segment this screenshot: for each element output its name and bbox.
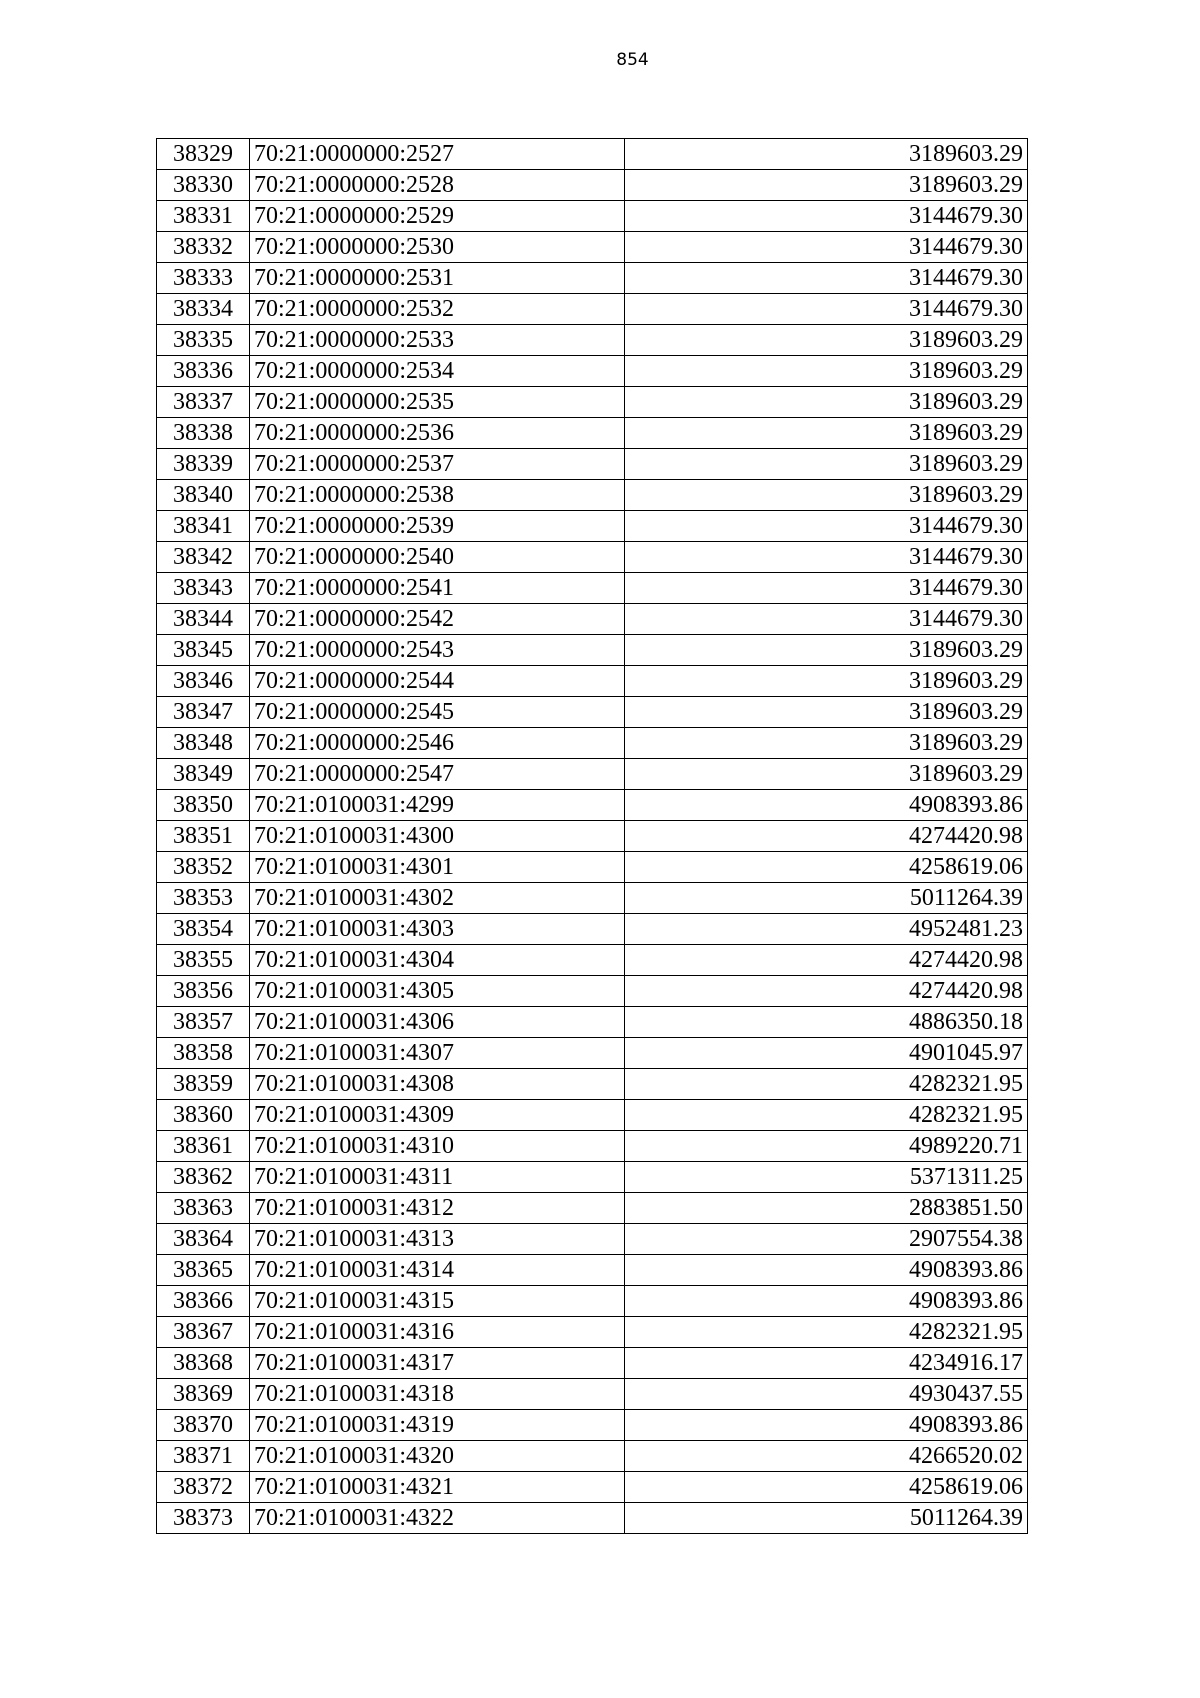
cadastral-number-cell: 70:21:0100031:4320 (250, 1441, 625, 1472)
row-number-cell: 38371 (157, 1441, 250, 1472)
cadastral-value-cell: 4282321.95 (625, 1100, 1028, 1131)
table-row (157, 728, 1028, 759)
row-number-cell: 38334 (157, 294, 250, 325)
cadastral-value-cell: 5011264.39 (625, 883, 1028, 914)
cadastral-value-cell: 4901045.97 (625, 1038, 1028, 1069)
row-number-cell: 38339 (157, 449, 250, 480)
cadastral-number-cell: 70:21:0000000:2547 (250, 759, 625, 790)
cadastral-value-cell: 3189603.29 (625, 139, 1028, 170)
cadastral-number-cell: 70:21:0000000:2540 (250, 542, 625, 573)
table-row (157, 232, 1028, 263)
table-row (157, 1224, 1028, 1255)
row-number-cell: 38337 (157, 387, 250, 418)
row-number-cell: 38338 (157, 418, 250, 449)
table-row (157, 1193, 1028, 1224)
cadastral-value-cell: 4258619.06 (625, 852, 1028, 883)
cadastral-value-cell: 3189603.29 (625, 170, 1028, 201)
cadastral-number-cell: 70:21:0100031:4311 (250, 1162, 625, 1193)
cadastral-value-cell: 3189603.29 (625, 480, 1028, 511)
cadastral-value-cell: 4274420.98 (625, 976, 1028, 1007)
cadastral-value-cell: 2907554.38 (625, 1224, 1028, 1255)
cadastral-value-cell: 3189603.29 (625, 325, 1028, 356)
cadastral-number-cell: 70:21:0000000:2536 (250, 418, 625, 449)
cadastral-number-cell: 70:21:0000000:2531 (250, 263, 625, 294)
cadastral-value-cell: 4274420.98 (625, 821, 1028, 852)
cadastral-number-cell: 70:21:0100031:4305 (250, 976, 625, 1007)
cadastral-value-cell: 4908393.86 (625, 1255, 1028, 1286)
table-row (157, 449, 1028, 480)
table-row (157, 914, 1028, 945)
table-row (157, 1472, 1028, 1503)
cadastral-value-cell: 3144679.30 (625, 511, 1028, 542)
row-number-cell: 38354 (157, 914, 250, 945)
cadastral-number-cell: 70:21:0100031:4318 (250, 1379, 625, 1410)
cadastral-number-cell: 70:21:0100031:4301 (250, 852, 625, 883)
cadastral-number-cell: 70:21:0100031:4322 (250, 1503, 625, 1534)
row-number-cell: 38352 (157, 852, 250, 883)
cadastral-number-cell: 70:21:0000000:2542 (250, 604, 625, 635)
table-row (157, 542, 1028, 573)
row-number-cell: 38356 (157, 976, 250, 1007)
cadastral-value-cell: 3144679.30 (625, 263, 1028, 294)
cadastral-number-cell: 70:21:0100031:4312 (250, 1193, 625, 1224)
cadastral-value-cell: 3189603.29 (625, 356, 1028, 387)
cadastral-value-cell: 3189603.29 (625, 728, 1028, 759)
cadastral-value-cell: 4266520.02 (625, 1441, 1028, 1472)
cadastral-number-cell: 70:21:0000000:2535 (250, 387, 625, 418)
cadastral-number-cell: 70:21:0100031:4321 (250, 1472, 625, 1503)
cadastral-value-cell: 3144679.30 (625, 573, 1028, 604)
row-number-cell: 38336 (157, 356, 250, 387)
cadastral-number-cell: 70:21:0000000:2534 (250, 356, 625, 387)
row-number-cell: 38362 (157, 1162, 250, 1193)
table-row (157, 1100, 1028, 1131)
row-number-cell: 38359 (157, 1069, 250, 1100)
table-row (157, 1441, 1028, 1472)
cadastral-number-cell: 70:21:0000000:2539 (250, 511, 625, 542)
cadastral-value-cell: 3189603.29 (625, 449, 1028, 480)
row-number-cell: 38330 (157, 170, 250, 201)
cadastral-number-cell: 70:21:0100031:4308 (250, 1069, 625, 1100)
cadastral-number-cell: 70:21:0000000:2541 (250, 573, 625, 604)
table-row (157, 356, 1028, 387)
cadastral-number-cell: 70:21:0000000:2537 (250, 449, 625, 480)
table-row (157, 883, 1028, 914)
row-number-cell: 38335 (157, 325, 250, 356)
cadastral-value-cell: 4282321.95 (625, 1317, 1028, 1348)
table-row (157, 635, 1028, 666)
cadastral-value-cell: 3144679.30 (625, 604, 1028, 635)
table-row (157, 1007, 1028, 1038)
row-number-cell: 38345 (157, 635, 250, 666)
cadastral-number-cell: 70:21:0100031:4313 (250, 1224, 625, 1255)
row-number-cell: 38367 (157, 1317, 250, 1348)
cadastral-number-cell: 70:21:0100031:4304 (250, 945, 625, 976)
cadastral-number-cell: 70:21:0100031:4307 (250, 1038, 625, 1069)
table-row (157, 294, 1028, 325)
cadastral-value-cell: 2883851.50 (625, 1193, 1028, 1224)
cadastral-number-cell: 70:21:0000000:2529 (250, 201, 625, 232)
table-row (157, 790, 1028, 821)
row-number-cell: 38372 (157, 1472, 250, 1503)
cadastral-value-cell: 3144679.30 (625, 201, 1028, 232)
cadastral-number-cell: 70:21:0100031:4306 (250, 1007, 625, 1038)
cadastral-value-cell: 4282321.95 (625, 1069, 1028, 1100)
table-row (157, 201, 1028, 232)
cadastral-value-cell: 4908393.86 (625, 1286, 1028, 1317)
row-number-cell: 38331 (157, 201, 250, 232)
cadastral-value-cell: 5371311.25 (625, 1162, 1028, 1193)
cadastral-value-cell: 4952481.23 (625, 914, 1028, 945)
row-number-cell: 38369 (157, 1379, 250, 1410)
cadastral-number-cell: 70:21:0100031:4310 (250, 1131, 625, 1162)
cadastral-number-cell: 70:21:0100031:4303 (250, 914, 625, 945)
cadastral-number-cell: 70:21:0100031:4299 (250, 790, 625, 821)
cadastral-value-cell: 4908393.86 (625, 790, 1028, 821)
cadastral-number-cell: 70:21:0100031:4309 (250, 1100, 625, 1131)
row-number-cell: 38368 (157, 1348, 250, 1379)
cadastral-number-cell: 70:21:0000000:2533 (250, 325, 625, 356)
row-number-cell: 38346 (157, 666, 250, 697)
cadastral-number-cell: 70:21:0000000:2544 (250, 666, 625, 697)
cadastral-value-cell: 4908393.86 (625, 1410, 1028, 1441)
table-row (157, 1069, 1028, 1100)
table-row (157, 604, 1028, 635)
cadastral-number-cell: 70:21:0000000:2545 (250, 697, 625, 728)
cadastral-value-cell: 3144679.30 (625, 232, 1028, 263)
row-number-cell: 38341 (157, 511, 250, 542)
table-row (157, 1317, 1028, 1348)
row-number-cell: 38360 (157, 1100, 250, 1131)
table-row (157, 263, 1028, 294)
cadastral-value-cell: 4886350.18 (625, 1007, 1028, 1038)
table-row (157, 1503, 1028, 1534)
table-row (157, 821, 1028, 852)
cadastral-value-cell: 4274420.98 (625, 945, 1028, 976)
row-number-cell: 38329 (157, 139, 250, 170)
row-number-cell: 38373 (157, 1503, 250, 1534)
row-number-cell: 38361 (157, 1131, 250, 1162)
table-body (157, 139, 1028, 1534)
row-number-cell: 38344 (157, 604, 250, 635)
cadastral-value-cell: 5011264.39 (625, 1503, 1028, 1534)
row-number-cell: 38343 (157, 573, 250, 604)
table-row (157, 170, 1028, 201)
row-number-cell: 38333 (157, 263, 250, 294)
cadastral-value-cell: 3144679.30 (625, 542, 1028, 573)
cadastral-number-cell: 70:21:0000000:2528 (250, 170, 625, 201)
cadastral-value-cell: 3189603.29 (625, 697, 1028, 728)
cadastral-number-cell: 70:21:0100031:4316 (250, 1317, 625, 1348)
table-row (157, 511, 1028, 542)
cadastral-value-table (156, 138, 1028, 1534)
table-row (157, 1379, 1028, 1410)
cadastral-value-cell: 3189603.29 (625, 635, 1028, 666)
row-number-cell: 38342 (157, 542, 250, 573)
table-row (157, 697, 1028, 728)
cadastral-number-cell: 70:21:0000000:2530 (250, 232, 625, 263)
cadastral-number-cell: 70:21:0100031:4319 (250, 1410, 625, 1441)
row-number-cell: 38355 (157, 945, 250, 976)
table-row (157, 573, 1028, 604)
row-number-cell: 38358 (157, 1038, 250, 1069)
cadastral-value-cell: 3189603.29 (625, 666, 1028, 697)
cadastral-number-cell: 70:21:0000000:2546 (250, 728, 625, 759)
cadastral-number-cell: 70:21:0100031:4302 (250, 883, 625, 914)
cadastral-number-cell: 70:21:0100031:4314 (250, 1255, 625, 1286)
row-number-cell: 38353 (157, 883, 250, 914)
table-row (157, 1410, 1028, 1441)
row-number-cell: 38357 (157, 1007, 250, 1038)
table-row (157, 1286, 1028, 1317)
cadastral-value-cell: 3144679.30 (625, 294, 1028, 325)
cadastral-value-cell: 4989220.71 (625, 1131, 1028, 1162)
cadastral-number-cell: 70:21:0000000:2532 (250, 294, 625, 325)
row-number-cell: 38363 (157, 1193, 250, 1224)
cadastral-number-cell: 70:21:0100031:4315 (250, 1286, 625, 1317)
cadastral-value-cell: 3189603.29 (625, 418, 1028, 449)
table-row (157, 387, 1028, 418)
table-row (157, 666, 1028, 697)
row-number-cell: 38332 (157, 232, 250, 263)
table-row (157, 1131, 1028, 1162)
table-row (157, 1038, 1028, 1069)
row-number-cell: 38370 (157, 1410, 250, 1441)
cadastral-value-cell: 4258619.06 (625, 1472, 1028, 1503)
table-row (157, 325, 1028, 356)
cadastral-value-cell: 4930437.55 (625, 1379, 1028, 1410)
cadastral-number-cell: 70:21:0100031:4300 (250, 821, 625, 852)
row-number-cell: 38351 (157, 821, 250, 852)
table-row (157, 945, 1028, 976)
cadastral-number-cell: 70:21:0100031:4317 (250, 1348, 625, 1379)
cadastral-number-cell: 70:21:0000000:2527 (250, 139, 625, 170)
table-row (157, 418, 1028, 449)
table-row (157, 976, 1028, 1007)
cadastral-number-cell: 70:21:0000000:2543 (250, 635, 625, 666)
table-row (157, 139, 1028, 170)
cadastral-value-cell: 3189603.29 (625, 759, 1028, 790)
row-number-cell: 38365 (157, 1255, 250, 1286)
row-number-cell: 38349 (157, 759, 250, 790)
row-number-cell: 38347 (157, 697, 250, 728)
row-number-cell: 38340 (157, 480, 250, 511)
cadastral-number-cell: 70:21:0000000:2538 (250, 480, 625, 511)
row-number-cell: 38364 (157, 1224, 250, 1255)
row-number-cell: 38348 (157, 728, 250, 759)
page-number: 854 (616, 50, 649, 70)
cadastral-value-cell: 4234916.17 (625, 1348, 1028, 1379)
table-row (157, 1162, 1028, 1193)
cadastral-value-cell: 3189603.29 (625, 387, 1028, 418)
table-row (157, 1348, 1028, 1379)
table-row (157, 1255, 1028, 1286)
table-row (157, 852, 1028, 883)
table-row (157, 480, 1028, 511)
row-number-cell: 38366 (157, 1286, 250, 1317)
table-row (157, 759, 1028, 790)
row-number-cell: 38350 (157, 790, 250, 821)
